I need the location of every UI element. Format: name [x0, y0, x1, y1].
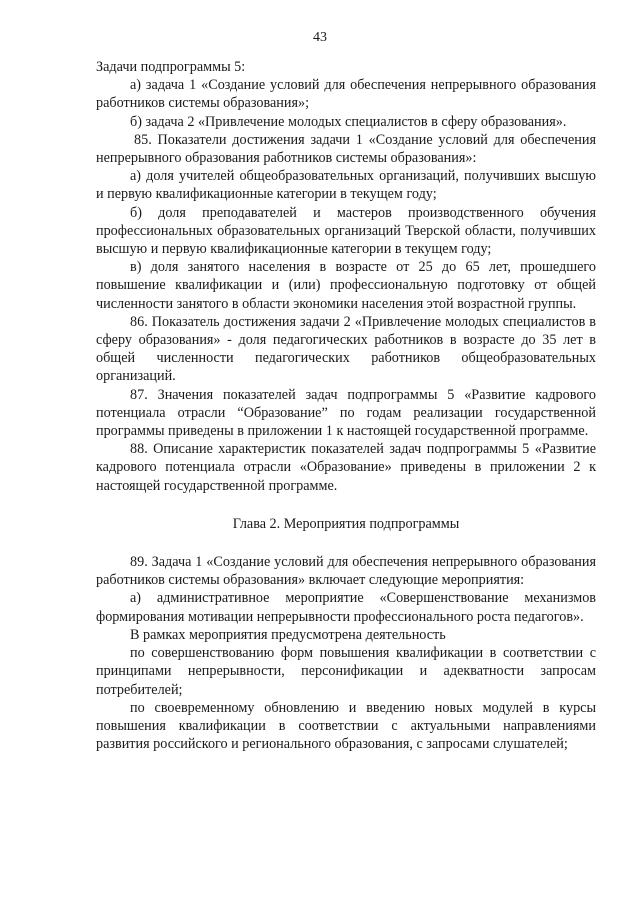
- measure-scope-item-2: по своевременному обновлению и введению новых модулей в курсы повышения квалификации в соответствии с актуальными направлениями развития российского и регионального образования, с запросами слушателей;: [96, 699, 596, 753]
- task-2-item: б) задача 2 «Привлечение молодых специалистов в сферу образования».: [130, 113, 567, 130]
- task-1-item: а) задача 1 «Создание условий для обеспечения непрерывного образования работников системы образования»;: [96, 77, 596, 112]
- subprogram-tasks-heading: Задачи подпрограммы 5:: [96, 59, 246, 75]
- paragraph-88: 88. Описание характеристик показателей задач подпрограммы 5 «Развитие кадрового потенциала отрасли «Образование» приведены в приложении 2 к настоящей государственной программе.: [96, 441, 596, 494]
- chapter-heading: Глава 2. Мероприятия подпрограммы: [232, 515, 460, 532]
- measure-a: а) административное мероприятие «Совершенствование механизмов формирования мотивации непрерывности профессионального роста педагогов».: [96, 590, 596, 625]
- paragraph-86: 86. Показатель достижения задачи 2 «Привлечение молодых специалистов в сферу образования» - доля педагогических работников в возрасте до 35 лет в общей численности педагогических работников общеобразовательных организаций.: [96, 313, 596, 385]
- document-body: [96, 58, 596, 753]
- page-number: 43: [313, 30, 327, 45]
- measure-scope-intro: В рамках мероприятия предусмотрена деятельность: [130, 626, 446, 643]
- indicator-a: а) доля учителей общеобразовательных организаций, получивших высшую и первую квалификационные категории в текущем году;: [96, 168, 596, 203]
- paragraph-87: 87. Значения показателей задач подпрограммы 5 «Развитие кадрового потенциала отрасли “Образование” по годам реализации государственной программы приведены в приложении 1 к настоящей государственной программе.: [96, 386, 596, 440]
- paragraph-85: 85. Показатели достижения задачи 1 «Создание условий для обеспечения непрерывного образования работников системы образования»:: [96, 131, 596, 167]
- measure-scope-item-1: по совершенствованию форм повышения квалификации в соответствии с принципами непрерывности, персонификации и адекватности запросам потребителей;: [96, 645, 596, 698]
- indicator-c: в) доля занятого населения в возрасте от 25 до 65 лет, прошедшего повышение квалификации и (или) профессиональную подготовку от общей численности занятого в области экономики населения этой возрастной группы.: [96, 259, 596, 312]
- paragraph-89: 89. Задача 1 «Создание условий для обеспечения непрерывного образования работников системы образования» включает следующие мероприятия:: [96, 554, 596, 589]
- indicator-b: б) доля преподавателей и мастеров производственного обучения профессиональных образовательных организаций Тверской области, получивших высшую и первую квалификационные категории в текущем году;: [96, 204, 596, 258]
